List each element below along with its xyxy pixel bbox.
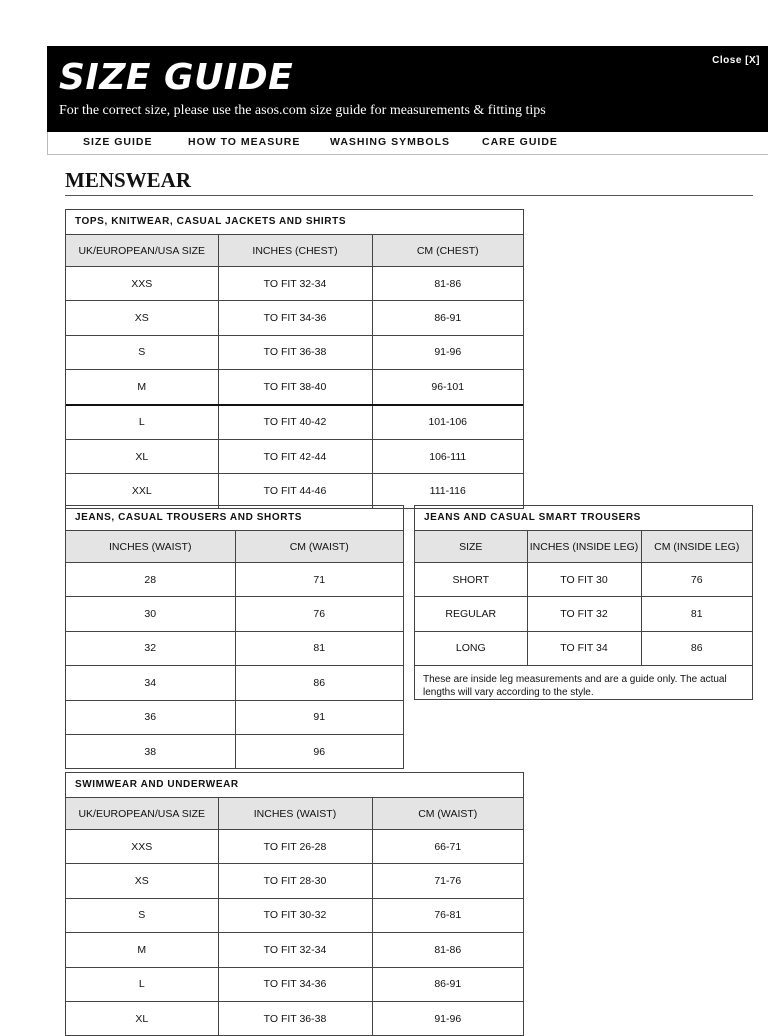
table-cell: TO FIT 38-40 bbox=[218, 370, 372, 405]
table-cell: 71 bbox=[235, 563, 403, 597]
table-cell: 81 bbox=[641, 597, 752, 631]
table-cell: TO FIT 28-30 bbox=[218, 864, 372, 898]
table-cell: 106-111 bbox=[372, 439, 523, 473]
table-row bbox=[66, 335, 523, 369]
table-cell: TO FIT 42-44 bbox=[218, 439, 372, 473]
table-cell: 71-76 bbox=[372, 864, 523, 898]
table-row bbox=[66, 933, 523, 967]
table-cell: 81-86 bbox=[372, 267, 523, 301]
table-cell: S bbox=[66, 898, 218, 932]
tab-care-guide[interactable]: CARE GUIDE bbox=[482, 136, 558, 148]
table-cell: TO FIT 32-34 bbox=[218, 267, 372, 301]
column-header: INCHES (INSIDE LEG) bbox=[527, 531, 641, 563]
table-row bbox=[66, 898, 523, 932]
page-title: SIZE GUIDE bbox=[59, 57, 294, 98]
table-cell: TO FIT 26-28 bbox=[218, 830, 372, 864]
table-row bbox=[66, 967, 523, 1001]
tab-washing-symbols[interactable]: WASHING SYMBOLS bbox=[330, 136, 451, 148]
swimwear-size-table bbox=[65, 772, 524, 1036]
table-cell: 81-86 bbox=[372, 933, 523, 967]
table-cell: TO FIT 30 bbox=[527, 563, 641, 597]
tab-how-to-measure[interactable]: HOW TO MEASURE bbox=[188, 136, 301, 148]
table-cell: S bbox=[66, 335, 218, 369]
table-cell: XXL bbox=[66, 474, 218, 508]
jeans-inside-leg-table bbox=[414, 505, 753, 700]
table-cell: 91-96 bbox=[372, 335, 523, 369]
table-cell: 101-106 bbox=[372, 405, 523, 440]
table-cell: 34 bbox=[66, 666, 235, 700]
table-row bbox=[66, 563, 403, 597]
column-header: CM (WAIST) bbox=[235, 531, 403, 563]
table-cell: 38 bbox=[66, 734, 235, 768]
table-cell: TO FIT 34-36 bbox=[218, 301, 372, 335]
table-cell: 91-96 bbox=[434, 1012, 462, 1025]
table-cell: REGULAR bbox=[415, 597, 527, 631]
table-cell: 76 bbox=[641, 563, 752, 597]
table-row bbox=[66, 370, 523, 405]
table-cell: TO FIT 40-42 bbox=[218, 405, 372, 440]
table-row bbox=[66, 734, 403, 768]
table-cell: 32 bbox=[66, 631, 235, 665]
table-cell: 76 bbox=[235, 597, 403, 631]
table-title: JEANS AND CASUAL SMART TROUSERS bbox=[415, 506, 752, 531]
size-guide-header bbox=[47, 46, 768, 132]
table-cell: XS bbox=[66, 301, 218, 335]
table-cell: 76-81 bbox=[372, 898, 523, 932]
table-cell: 30 bbox=[66, 597, 235, 631]
table-cell: XXS bbox=[66, 830, 218, 864]
table-cell: 96-101 bbox=[372, 370, 523, 405]
tab-size-guide[interactable]: SIZE GUIDE bbox=[83, 136, 153, 148]
table-cell: 86 bbox=[690, 642, 703, 655]
column-header: UK/EUROPEAN/USA SIZE bbox=[66, 798, 218, 830]
table-row bbox=[66, 267, 523, 301]
table-title: JEANS, CASUAL TROUSERS AND SHORTS bbox=[66, 506, 403, 531]
table-cell: XL bbox=[66, 1001, 218, 1035]
table-cell: 81 bbox=[235, 631, 403, 665]
table-cell: 36 bbox=[66, 700, 235, 734]
table-cell: 28 bbox=[66, 563, 235, 597]
table-row bbox=[66, 700, 403, 734]
table-cell: TO FIT 34-36 bbox=[218, 967, 372, 1001]
table-cell: L bbox=[66, 405, 218, 440]
jeans-waist-table bbox=[65, 505, 404, 769]
column-header: CM (CHEST) bbox=[372, 235, 523, 267]
table-cell: 86 bbox=[235, 666, 403, 700]
table-cell: 86-91 bbox=[372, 301, 523, 335]
column-header: SIZE bbox=[415, 531, 527, 563]
table-row bbox=[415, 563, 752, 597]
table-title: TOPS, KNITWEAR, CASUAL JACKETS AND SHIRTS bbox=[66, 210, 523, 235]
section-title: MENSWEAR bbox=[65, 168, 192, 192]
table-cell: 86-91 bbox=[372, 967, 523, 1001]
table-row bbox=[415, 597, 752, 631]
table-row bbox=[66, 1001, 523, 1035]
table-row bbox=[66, 864, 523, 898]
table-cell: M bbox=[66, 933, 218, 967]
table-cell: 96 bbox=[313, 745, 326, 758]
tab-bar bbox=[47, 132, 768, 155]
table-note: These are inside leg measurements and are a guide only. The actual lengths will vary according to the style. bbox=[415, 665, 752, 699]
table-cell: L bbox=[66, 967, 218, 1001]
table-cell: TO FIT 44-46 bbox=[218, 474, 372, 508]
table-row bbox=[66, 301, 523, 335]
table-row bbox=[66, 405, 523, 440]
table-cell: SHORT bbox=[415, 563, 527, 597]
table-title: SWIMWEAR AND UNDERWEAR bbox=[66, 773, 523, 798]
table-cell: TO FIT 32 bbox=[527, 597, 641, 631]
table-cell: TO FIT 36-38 bbox=[218, 1001, 372, 1035]
table-cell: LONG bbox=[415, 631, 527, 665]
table-row bbox=[66, 666, 403, 700]
column-header: INCHES (WAIST) bbox=[218, 798, 372, 830]
column-header: UK/EUROPEAN/USA SIZE bbox=[66, 235, 218, 267]
column-header: INCHES (CHEST) bbox=[218, 235, 372, 267]
table-cell: XL bbox=[66, 439, 218, 473]
column-header: CM (INSIDE LEG) bbox=[641, 531, 752, 563]
column-header: INCHES (WAIST) bbox=[66, 531, 235, 563]
table-cell: XXS bbox=[66, 267, 218, 301]
tops-size-table bbox=[65, 209, 524, 509]
table-cell: XS bbox=[66, 864, 218, 898]
table-row bbox=[415, 631, 752, 665]
table-row bbox=[66, 439, 523, 473]
close-button[interactable]: Close [X] bbox=[712, 55, 760, 66]
table-cell: TO FIT 32-34 bbox=[218, 933, 372, 967]
table-cell: 66-71 bbox=[372, 830, 523, 864]
section-divider bbox=[65, 195, 753, 196]
page-subtitle: For the correct size, please use the asos.com size guide for measurements & fitting tips bbox=[59, 103, 546, 118]
table-cell: TO FIT 34 bbox=[527, 631, 641, 665]
column-header: CM (WAIST) bbox=[372, 798, 523, 830]
table-cell: M bbox=[66, 370, 218, 405]
table-row bbox=[66, 631, 403, 665]
table-cell: TO FIT 30-32 bbox=[218, 898, 372, 932]
table-cell: TO FIT 36-38 bbox=[218, 335, 372, 369]
table-row bbox=[66, 830, 523, 864]
table-cell: 91 bbox=[235, 700, 403, 734]
table-row bbox=[66, 597, 403, 631]
table-row bbox=[66, 474, 523, 508]
table-cell: 111-116 bbox=[429, 485, 466, 498]
